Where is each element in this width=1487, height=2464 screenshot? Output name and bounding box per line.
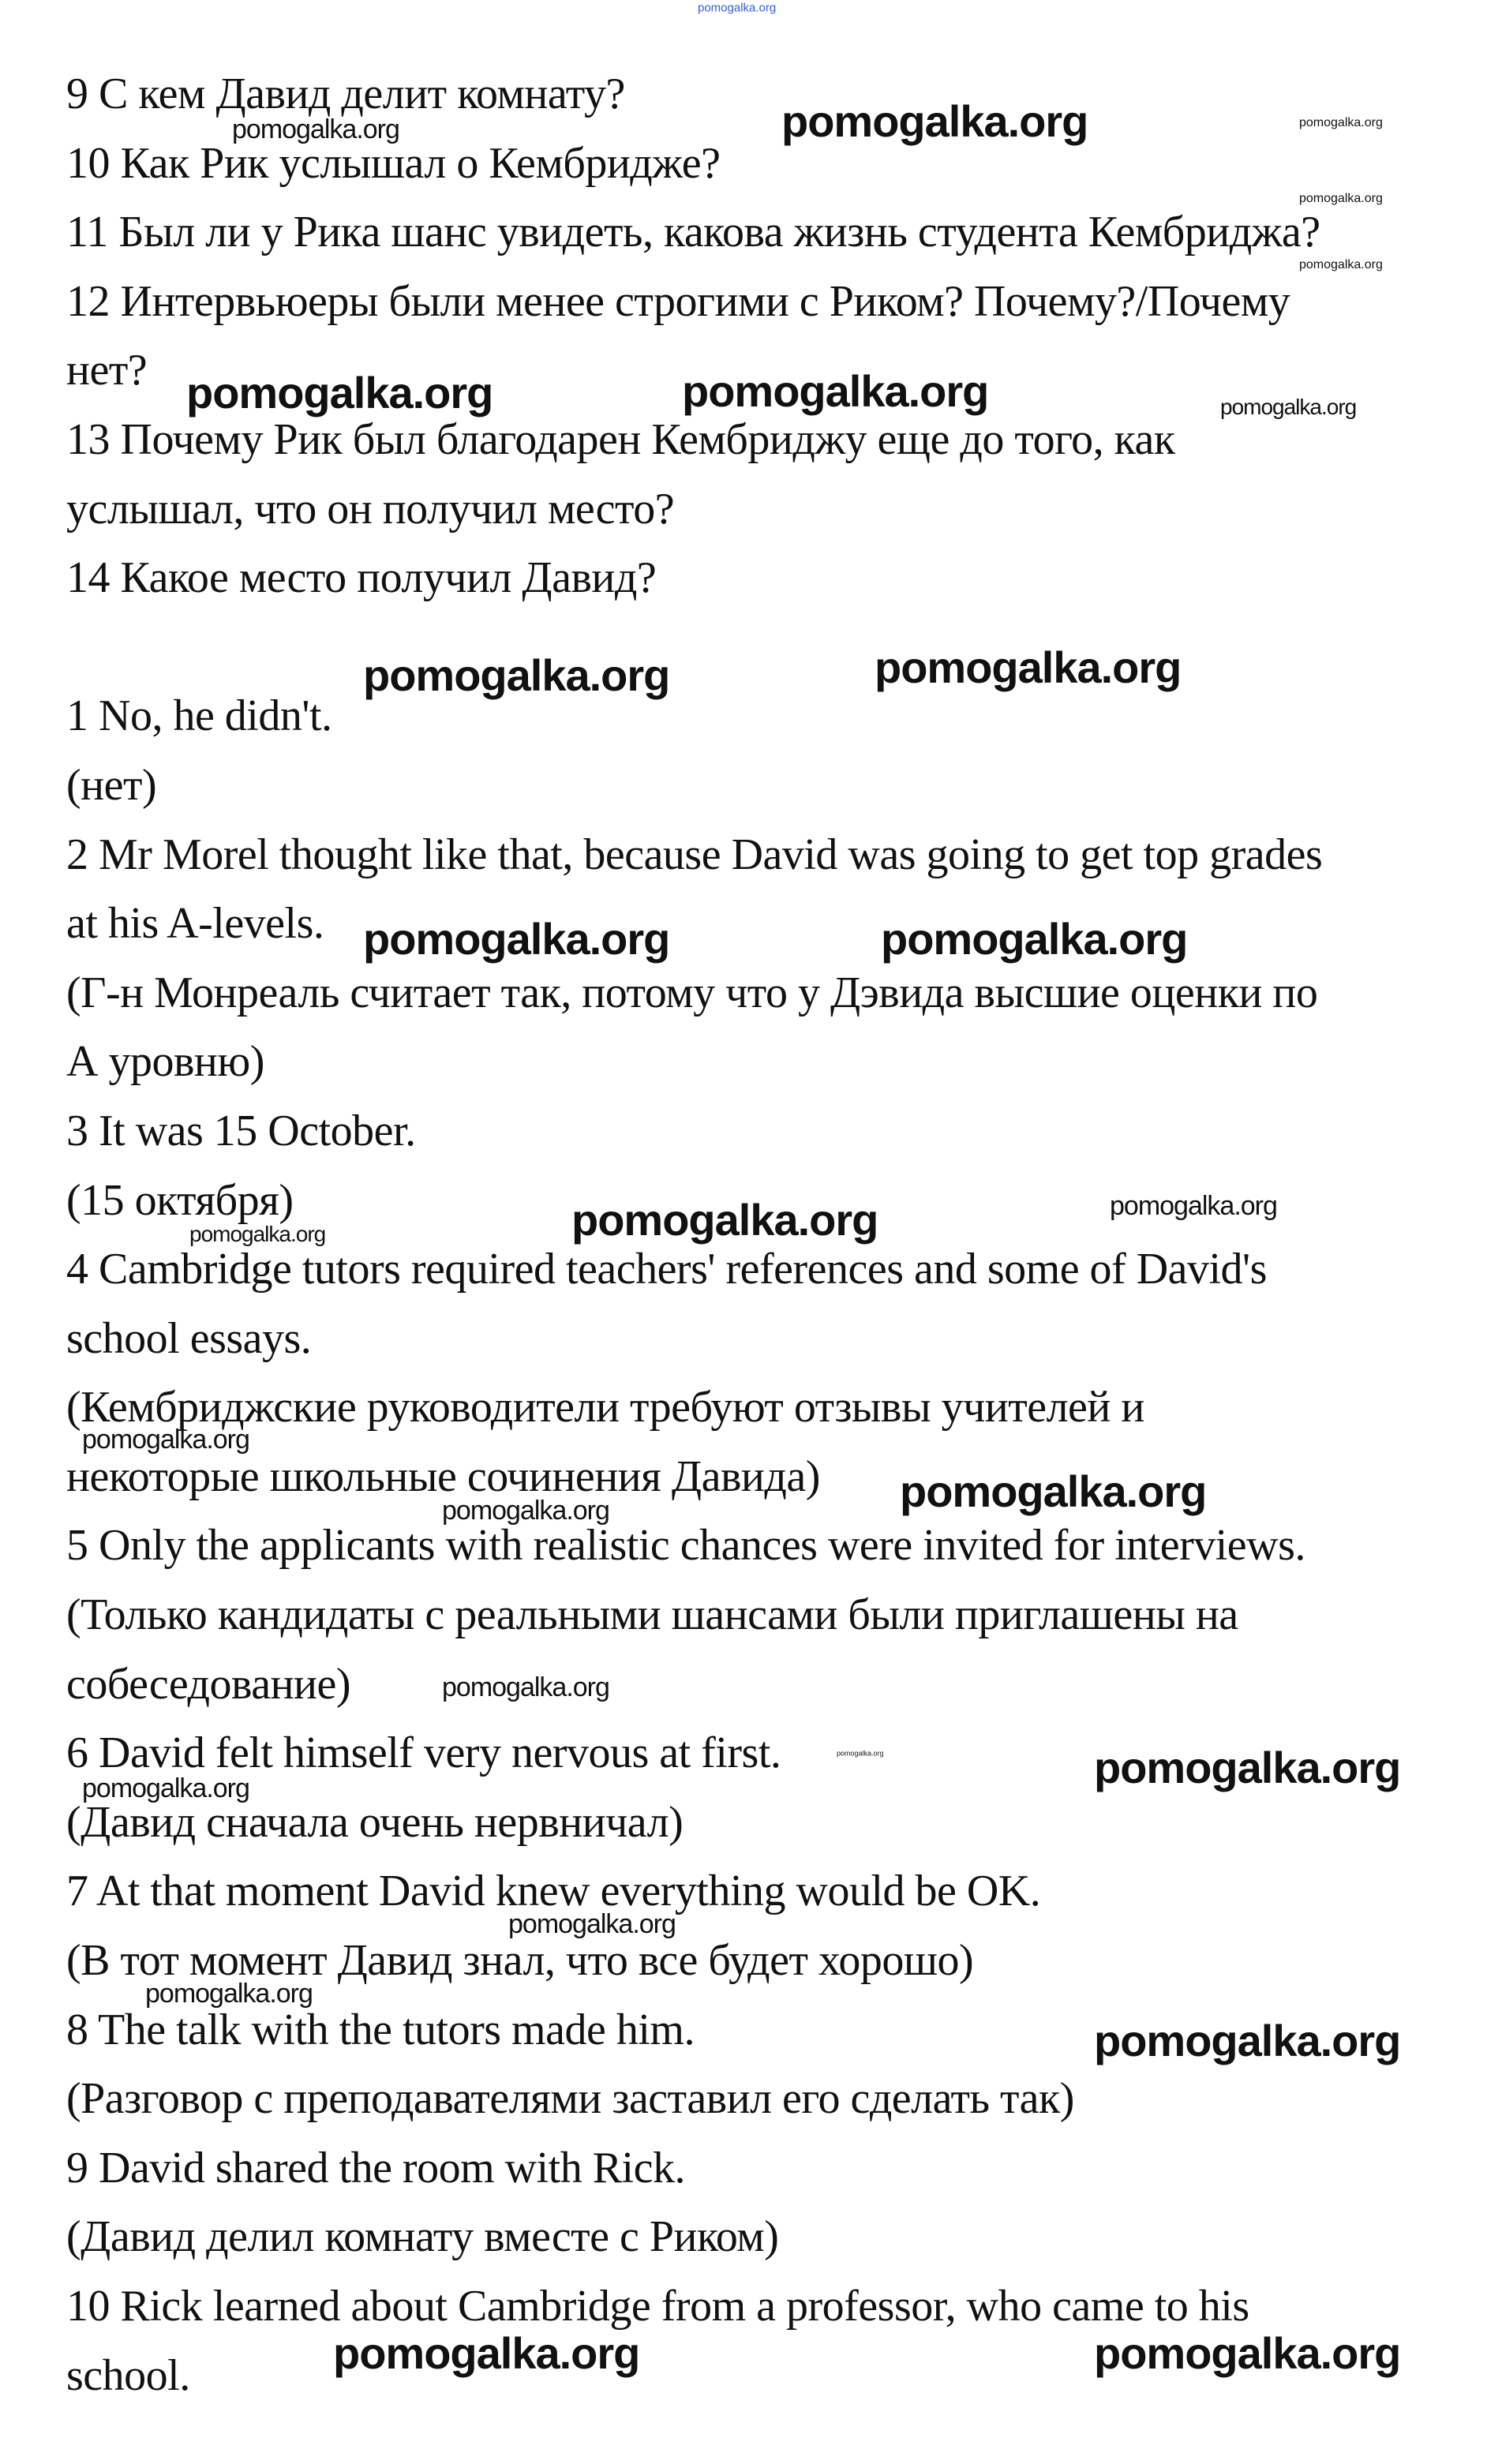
answer-line: 10 Rick learned about Cambridge from a professor, who came to his	[66, 2282, 1249, 2331]
watermark: pomogalka.org	[682, 366, 989, 416]
answer-line: (Давид делил комнату вместе с Риком)	[66, 2212, 779, 2262]
answer-line: 4 Cambridge tutors required teachers' references and some of David's	[66, 1245, 1267, 1294]
watermark: pomogalka.org	[363, 914, 670, 964]
question-line: 13 Почему Рик был благодарен Кембриджу еще до того, как	[66, 414, 1175, 464]
answer-line: (Разговор с преподавателями заставил его сделать так)	[66, 2074, 1074, 2124]
answer-line: 2 Mr Morel thought like that, because David was going to get top grades	[66, 829, 1323, 879]
answer-line: некоторые школьные сочинения Давида)	[66, 1451, 820, 1501]
watermark: pomogalka.org	[1094, 1743, 1401, 1792]
answer-line: 1 No, he didn't.	[66, 691, 332, 741]
watermark: pomogalka.org	[189, 1222, 326, 1246]
answer-line: (Г-н Монреаль считает так, потому что у Дэвида высшие оценки по	[66, 968, 1318, 1017]
watermark-link[interactable]: pomogalka.org	[698, 1, 777, 15]
answer-line: 7 At that moment David knew everything would be OK.	[66, 1867, 1041, 1916]
watermark: pomogalka.org	[781, 96, 1088, 146]
watermark: pomogalka.org	[1299, 192, 1383, 205]
answer-line: 8 The talk with the tutors made him.	[66, 2005, 695, 2054]
answer-line: (Давид сначала очень нервничал)	[66, 1797, 684, 1847]
answer-line: (Кембриджские руководители требуют отзывы учителей и	[66, 1383, 1144, 1432]
watermark: pomogalka.org	[900, 1466, 1207, 1516]
answer-line: 3 It was 15 October.	[66, 1106, 416, 1155]
watermark: pomogalka.org	[82, 1773, 249, 1803]
question-line: 11 Был ли у Рика шанс увидеть, какова жизнь студента Кембриджа?	[66, 208, 1320, 257]
watermark: pomogalka.org	[1220, 395, 1357, 419]
watermark: pomogalka.org	[1094, 2328, 1401, 2378]
question-line: 10 Как Рик услышал о Кембридже?	[66, 138, 721, 188]
blank-line	[66, 613, 1455, 683]
answer-line: (В тот момент Давид знал, что все будет хорошо)	[66, 1936, 974, 1986]
watermark: pomogalka.org	[333, 2328, 640, 2378]
watermark: pomogalka.org	[442, 1672, 609, 1702]
watermark: pomogalka.org	[1299, 116, 1383, 129]
watermark: pomogalka.org	[1110, 1191, 1277, 1221]
watermark: pomogalka.org	[145, 1979, 313, 2009]
answer-line: 5 Only the applicants with realistic chances were invited for interviews.	[66, 1521, 1305, 1571]
watermark: pomogalka.org	[1299, 258, 1383, 271]
answer-line: (нет)	[66, 760, 157, 810]
watermark: pomogalka.org	[232, 114, 399, 144]
watermark: pomogalka.org	[571, 1195, 878, 1245]
watermark: pomogalka.org	[508, 1909, 676, 1939]
watermark: pomogalka.org	[1094, 2016, 1401, 2065]
watermark: pomogalka.org	[442, 1496, 609, 1526]
question-line: 14 Какое место получил Давид?	[66, 553, 657, 603]
question-line: нет?	[66, 346, 148, 395]
answer-line: А уровню)	[66, 1037, 264, 1087]
answer-line: 6 David felt himself very nervous at first.	[66, 1728, 781, 1778]
watermark: pomogalka.org	[881, 914, 1188, 964]
watermark: pomogalka.org	[875, 642, 1182, 692]
watermark: pomogalka.org	[186, 368, 493, 418]
question-line: услышал, что он получил место?	[66, 484, 675, 534]
question-line: 12 Интервьюеры были менее строгими с Риком? Почему?/Почему	[66, 276, 1290, 326]
answer-line: собеседование)	[66, 1659, 351, 1709]
answer-line: school.	[66, 2350, 190, 2400]
answer-line: 9 David shared the room with Rick.	[66, 2143, 685, 2193]
answer-line: school essays.	[66, 1313, 312, 1363]
watermark: pomogalka.org	[363, 650, 670, 700]
watermark: pomogalka.org	[837, 1749, 884, 1758]
watermark: pomogalka.org	[82, 1425, 249, 1455]
question-line: 9 С кем Давид делит комнату?	[66, 69, 625, 118]
answer-line: (Только кандидаты с реальными шансами были приглашены на	[66, 1590, 1238, 1640]
answer-line: at his A-levels.	[66, 899, 324, 949]
answer-line: (15 октября)	[66, 1175, 294, 1225]
